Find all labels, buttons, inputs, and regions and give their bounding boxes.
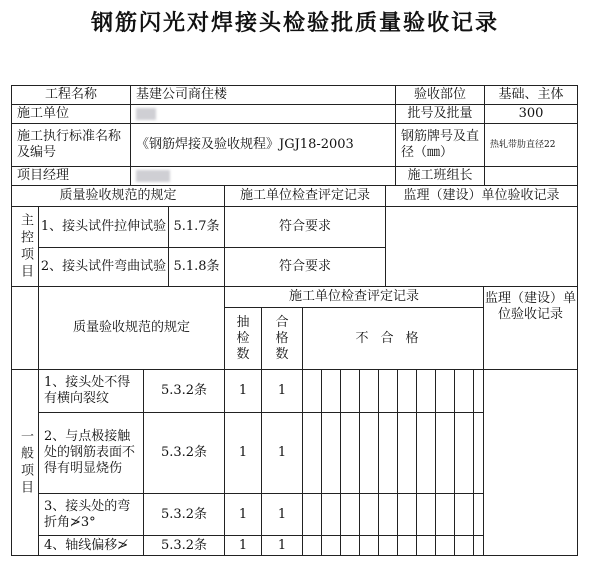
- pass-count-header: 合格数: [261, 307, 303, 370]
- fail-cell: [340, 412, 360, 494]
- general-item-2-clause: 5.3.2条: [143, 412, 225, 494]
- fail-cell: [397, 493, 417, 536]
- fail-cell: [416, 535, 436, 556]
- fail-cell: [454, 493, 474, 536]
- fail-header: 不合格: [302, 307, 484, 370]
- contractor-label: 施工单位: [11, 104, 131, 124]
- acceptance-part-value: 基础、主体: [484, 85, 578, 105]
- fail-cell: [359, 535, 379, 556]
- fail-cell: [416, 412, 436, 494]
- project-name-value: 基建公司商住楼: [130, 85, 396, 105]
- project-name-label: 工程名称: [11, 85, 131, 105]
- sample-count-header: 抽检数: [224, 307, 262, 370]
- general-contractor-header: 施工单位检查评定记录: [224, 286, 484, 308]
- pm-label: 项目经理: [11, 166, 131, 186]
- fail-cell: [340, 493, 360, 536]
- fail-cell: [378, 535, 398, 556]
- general-item-4-passed: 1: [261, 535, 303, 556]
- fail-cell: [435, 369, 455, 413]
- fail-cell: [321, 535, 341, 556]
- general-label: 一般项目: [11, 369, 39, 556]
- fail-cell: [302, 412, 322, 494]
- contractor-record-header: 施工单位检查评定记录: [224, 185, 386, 207]
- fail-cell: [359, 369, 379, 413]
- fail-cell: [435, 493, 455, 536]
- standard-value: 《钢筋焊接及验收规程》JGJ18-2003: [130, 123, 396, 167]
- fail-cell: [416, 369, 436, 413]
- redacted-contractor: [136, 108, 156, 120]
- main-supervisor-cell: [385, 206, 578, 287]
- fail-cell: [302, 369, 322, 413]
- main-item-1-clause: 5.1.7条: [168, 206, 225, 248]
- general-spec-header: 质量验收规范的规定: [38, 286, 225, 370]
- general-item-3-passed: 1: [261, 493, 303, 536]
- general-supervisor-header: 监理（建设）单位验收记录: [483, 286, 578, 370]
- fail-cell: [454, 412, 474, 494]
- general-item-4-name: 4、轴线偏移≯: [38, 535, 144, 556]
- fail-cell: [378, 493, 398, 536]
- rebar-value: 热轧带肋直径22: [484, 123, 578, 167]
- fail-cell: [378, 369, 398, 413]
- fail-cell: [302, 493, 322, 536]
- general-item-1-name: 1、接头处不得有横向裂纹: [38, 369, 144, 413]
- general-item-3-name: 3、接头处的弯折角≯3°: [38, 493, 144, 536]
- team-leader-value: [484, 166, 578, 186]
- page-title: 钢筋闪光对焊接头检验批质量验收记录: [90, 10, 499, 36]
- main-item-2-result: 符合要求: [224, 247, 386, 287]
- fail-cell: [454, 369, 474, 413]
- fail-cell: [435, 535, 455, 556]
- rebar-label: 钢筋牌号及直径（㎜）: [395, 123, 485, 167]
- general-item-4-clause: 5.3.2条: [143, 535, 225, 556]
- fail-cell: [454, 535, 474, 556]
- general-item-4-sampled: 1: [224, 535, 262, 556]
- main-item-1-name: 1、接头试件拉伸试验: [38, 206, 169, 248]
- general-item-2-name: 2、与点极接触处的钢筋表面不得有明显烧伤: [38, 412, 144, 494]
- main-control-label: 主控项目: [11, 206, 39, 287]
- general-item-2-passed: 1: [261, 412, 303, 494]
- acceptance-part-label: 验收部位: [395, 85, 485, 105]
- fail-cell: [435, 412, 455, 494]
- redacted-pm: [136, 170, 170, 182]
- main-item-2-clause: 5.1.8条: [168, 247, 225, 287]
- fail-cell: [321, 493, 341, 536]
- general-item-1-passed: 1: [261, 369, 303, 413]
- general-item-1-sampled: 1: [224, 369, 262, 413]
- main-item-2-name: 2、接头试件弯曲试验: [38, 247, 169, 287]
- fail-cell: [359, 412, 379, 494]
- spec-header: 质量验收规范的规定: [11, 185, 225, 207]
- general-item-2-sampled: 1: [224, 412, 262, 494]
- team-leader-label: 施工班组长: [395, 166, 485, 186]
- general-item-3-sampled: 1: [224, 493, 262, 536]
- fail-cell: [397, 412, 417, 494]
- fail-cell: [359, 493, 379, 536]
- fail-cell: [321, 369, 341, 413]
- general-supervisor-cell: [483, 369, 578, 556]
- supervisor-record-header: 监理（建设）单位验收记录: [385, 185, 578, 207]
- fail-cell: [416, 493, 436, 536]
- fail-cell: [302, 535, 322, 556]
- fail-cell: [340, 535, 360, 556]
- batch-value: 300: [484, 104, 578, 124]
- fail-cell: [397, 535, 417, 556]
- standard-label: 施工执行标准名称及编号: [11, 123, 131, 167]
- general-corner-cell: [11, 286, 39, 370]
- fail-cell: [378, 412, 398, 494]
- batch-label: 批号及批量: [395, 104, 485, 124]
- general-item-1-clause: 5.3.2条: [143, 369, 225, 413]
- contractor-value: [130, 104, 396, 124]
- fail-cell: [340, 369, 360, 413]
- pm-value: [130, 166, 396, 186]
- fail-cell: [321, 412, 341, 494]
- general-item-3-clause: 5.3.2条: [143, 493, 225, 536]
- main-item-1-result: 符合要求: [224, 206, 386, 248]
- fail-cell: [397, 369, 417, 413]
